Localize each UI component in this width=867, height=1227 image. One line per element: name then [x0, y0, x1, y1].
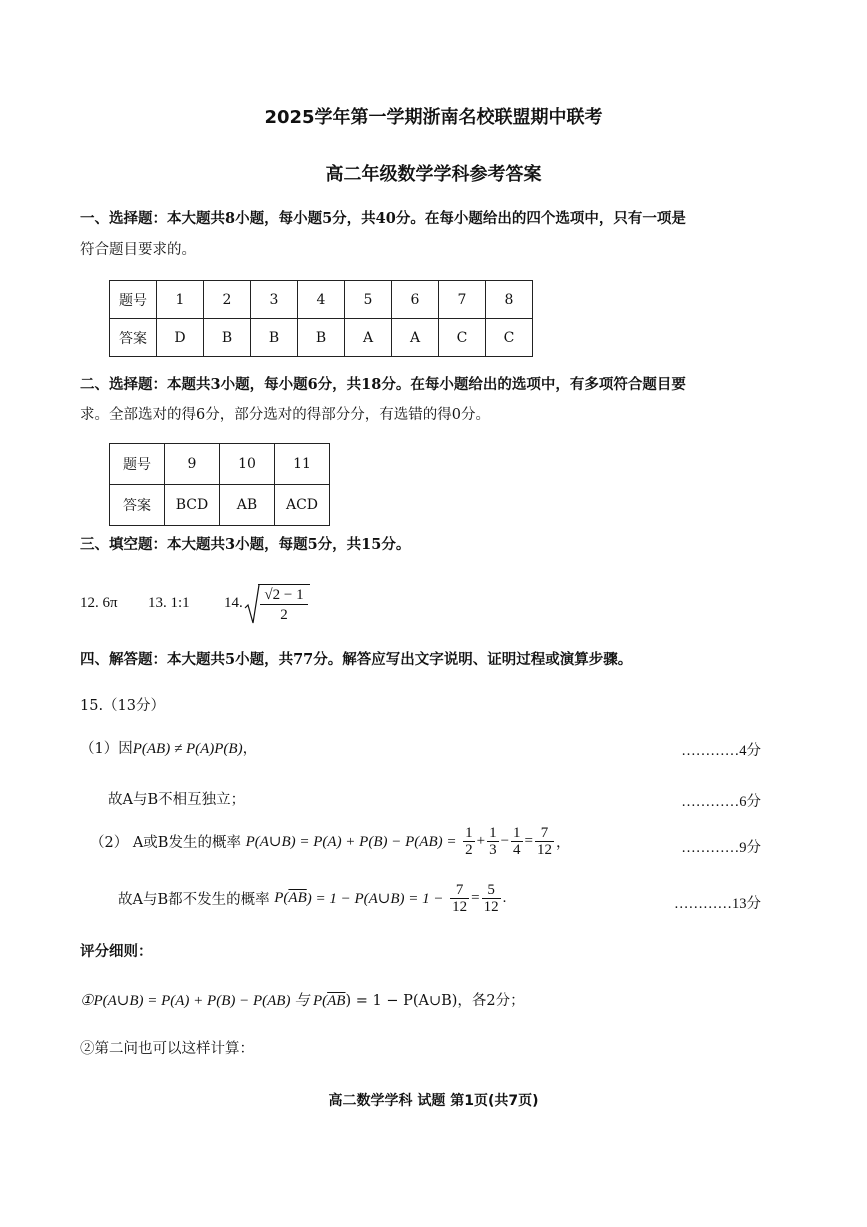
step3-score: …………9分 — [681, 840, 761, 856]
table-header-cell: 题号 — [110, 281, 157, 319]
equals-sign: = — [524, 833, 533, 849]
numerator: 1 — [513, 825, 521, 841]
q15-step2: 故A与B不相互独立； — [108, 792, 246, 808]
answer-cell: C — [486, 319, 533, 357]
part2-heading — [80, 373, 686, 394]
answer-14-fraction — [258, 584, 310, 625]
fraction — [487, 825, 499, 858]
step1-score: …………4分 — [681, 743, 761, 759]
rubric1-b: ) = 1 − P(A∪B)，各2分； — [345, 993, 525, 1009]
rubric-item-2: ②第二问也可以这样计算： — [80, 1041, 254, 1057]
answer-cell: A — [345, 319, 392, 357]
part1-heading-text: 一、选择题：本大题共8小题，每小题5分，共40分。在每小题给出的四个选项中，只有一项是 — [80, 210, 686, 227]
answer-cell: D — [157, 319, 204, 357]
step1-label: （1）因 — [80, 741, 133, 757]
answer-14-denominator: 2 — [280, 607, 288, 623]
question-number: 3 — [251, 281, 298, 319]
step4-label: 故A与B都不发生的概率 — [118, 892, 270, 908]
numerator: 5 — [482, 882, 501, 899]
rubric-item-1 — [80, 989, 525, 1010]
part2-answer-table — [109, 443, 330, 526]
answer-cell: C — [439, 319, 486, 357]
answer-cell: ACD — [275, 485, 330, 526]
q15-title: 15.（13分） — [80, 698, 166, 714]
answer-cell: B — [204, 319, 251, 357]
q15-step3 — [90, 825, 571, 858]
step3-expression: P(A∪B) = P(A) + P(B) − P(AB) = — [245, 834, 457, 850]
fraction — [511, 825, 523, 858]
answer-cell: BCD — [165, 485, 220, 526]
answer-14-numerator: √2 − 1 — [260, 586, 308, 605]
numerator: 7 — [535, 825, 554, 842]
denominator: 4 — [513, 842, 521, 858]
step3-label: （2） A或B发生的概率 — [90, 835, 241, 851]
denominator: 12 — [537, 842, 552, 858]
answer-14-label: 14. — [224, 595, 243, 611]
step4-expression-a: P( — [274, 890, 289, 906]
question-number: 5 — [345, 281, 392, 319]
rubric1-complement: $\overline{AB}$ — [327, 993, 346, 1009]
part1-answer-table — [109, 280, 533, 357]
answer-cell: B — [298, 319, 345, 357]
denominator: 12 — [483, 899, 499, 915]
minus-sign: − — [500, 833, 510, 849]
answer-cell: A — [392, 319, 439, 357]
fraction — [450, 882, 469, 915]
question-number: 9 — [165, 444, 220, 485]
step2-score: …………6分 — [681, 794, 761, 810]
page-title: 2025学年第一学期浙南名校联盟期中联考 — [264, 107, 603, 128]
part3-heading: 三、填空题：本大题共3小题，每题5分，共15分。 — [80, 536, 411, 553]
fraction — [535, 825, 554, 858]
answer-13: 13. 1:1 — [148, 595, 190, 611]
answer-cell: B — [251, 319, 298, 357]
page-subtitle: 高二年级数学学科参考答案 — [325, 164, 542, 185]
fraction — [463, 825, 475, 858]
numerator: 7 — [450, 882, 469, 899]
fraction — [482, 882, 501, 915]
step4-complement: $\overline{AB}$ — [288, 890, 307, 906]
period: . — [502, 890, 507, 906]
question-number: 7 — [439, 281, 486, 319]
step4-expression-b: ) = 1 − P(A∪B) = 1 − — [306, 891, 444, 907]
comma: ， — [556, 835, 571, 851]
q15-step1 — [80, 737, 257, 758]
question-number: 6 — [392, 281, 439, 319]
plus-sign: + — [476, 833, 486, 849]
step1-tail: ， — [242, 741, 258, 757]
denominator: 12 — [452, 899, 468, 915]
page-footer: 高二数学学科 试题 第1页(共7页) — [328, 1093, 539, 1109]
question-number: 2 — [204, 281, 251, 319]
step1-expression: P(AB) ≠ P(A)P(B) — [132, 741, 243, 757]
question-number: 4 — [298, 281, 345, 319]
q15-step4 — [118, 882, 506, 915]
question-number: 1 — [157, 281, 204, 319]
part2-heading-cont: 求。全部选对的得6分，部分选对的得部分分，有选错的得0分。 — [80, 407, 490, 423]
numerator: 1 — [489, 825, 497, 841]
rubric1-a: ①P(A∪B) = P(A) + P(B) − P(AB) 与 P( — [80, 993, 328, 1009]
answer-12: 12. 6π — [80, 595, 118, 611]
part1-heading-cont: 符合题目要求的。 — [80, 242, 196, 258]
rubric-heading: 评分细则： — [80, 943, 153, 960]
part1-heading — [80, 207, 686, 228]
equals-sign: = — [471, 890, 480, 906]
question-number: 11 — [275, 444, 330, 485]
question-number: 8 — [486, 281, 533, 319]
table-header-cell: 答案 — [110, 485, 165, 526]
question-number: 10 — [220, 444, 275, 485]
step4-score: …………13分 — [674, 896, 761, 912]
denominator: 2 — [465, 842, 473, 858]
part2-heading-text: 二、选择题：本题共3小题，每小题6分，共18分。在每小题给出的选项中，有多项符合题目要 — [80, 376, 686, 393]
part4-heading: 四、解答题：本大题共5小题，共77分。解答应写出文字说明、证明过程或演算步骤。 — [80, 651, 633, 668]
answer-cell: AB — [220, 485, 275, 526]
denominator: 3 — [489, 842, 497, 858]
table-header-cell: 答案 — [110, 319, 157, 357]
numerator: 1 — [465, 825, 473, 841]
table-header-cell: 题号 — [110, 444, 165, 485]
